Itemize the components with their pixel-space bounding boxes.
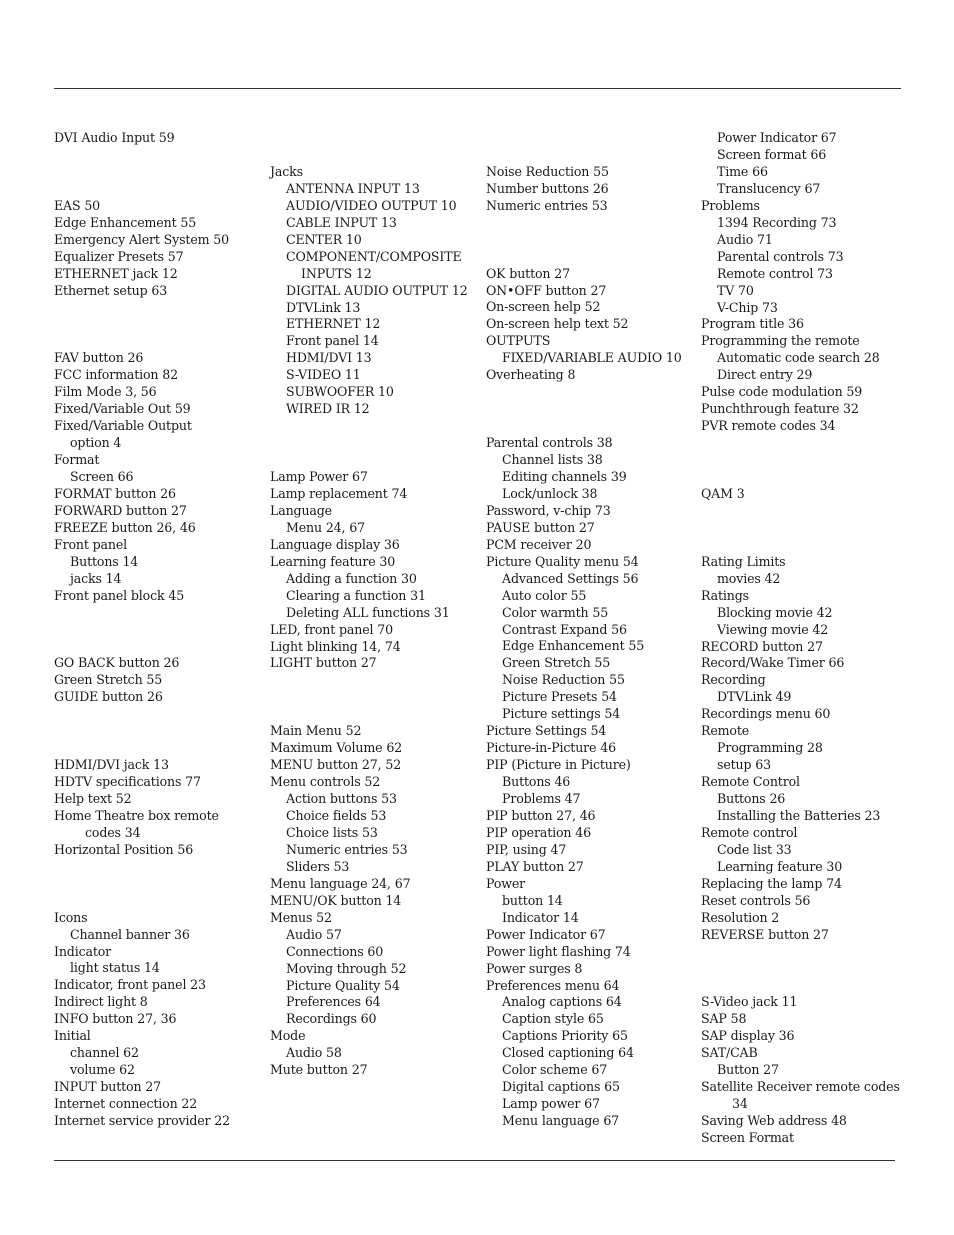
index-entry: Menus 52 xyxy=(270,909,332,925)
index-entry: Programming the remote xyxy=(701,333,860,349)
index-entry: Reset controls 56 xyxy=(701,892,811,908)
index-entry: Satellite Receiver remote codes xyxy=(701,1079,900,1095)
index-entry: Power surges 8 xyxy=(486,960,583,976)
spacer xyxy=(486,130,691,147)
spacer xyxy=(270,452,475,469)
index-column-1 xyxy=(54,130,259,1130)
spacer xyxy=(54,147,259,164)
index-subentry: light status 14 xyxy=(70,960,160,976)
index-subentry: channel 62 xyxy=(70,1045,139,1061)
index-subentry: Learning feature 30 xyxy=(717,858,843,874)
index-entry: PCM receiver 20 xyxy=(486,536,592,552)
index-entry: Language xyxy=(270,502,332,518)
index-entry: Remote Control xyxy=(701,774,800,790)
index-subentry: CENTER 10 xyxy=(286,231,362,247)
spacer xyxy=(701,978,901,995)
index-subentry: Caption style 65 xyxy=(502,1011,604,1027)
spacer xyxy=(701,469,901,486)
index-entry: EAS 50 xyxy=(54,197,101,213)
index-entry: Replacing the lamp 74 xyxy=(701,875,842,891)
spacer xyxy=(486,401,691,418)
index-entry: Recordings menu 60 xyxy=(701,706,831,722)
index-column-3 xyxy=(486,130,691,1130)
index-entry: HDTV specifications 77 xyxy=(54,774,201,790)
index-subentry: Clearing a function 31 xyxy=(286,587,426,603)
index-entry: Power xyxy=(486,875,526,891)
index-entry: Picture Settings 54 xyxy=(486,723,607,739)
index-subentry: Translucency 67 xyxy=(717,180,821,196)
index-entry: Film Mode 3, 56 xyxy=(54,384,157,400)
index-entry: Problems xyxy=(701,197,760,213)
index-entry: Power Indicator 67 xyxy=(486,926,606,942)
index-entry: Parental controls 38 xyxy=(486,435,613,451)
index-entry: PIP button 27, 46 xyxy=(486,808,596,823)
index-subentry: Closed captioning 64 xyxy=(502,1045,634,1061)
spacer xyxy=(701,537,901,554)
index-subentry: Parental controls 73 xyxy=(717,248,844,264)
index-subentry: Channel banner 36 xyxy=(70,926,190,942)
index-subentry: Menu 24, 67 xyxy=(286,519,365,535)
index-entry: Number buttons 26 xyxy=(486,180,609,196)
spacer xyxy=(54,723,259,740)
index-subentry: Editing channels 39 xyxy=(502,468,627,484)
index-subentry: volume 62 xyxy=(70,1062,135,1078)
index-subentry: codes 34 xyxy=(85,824,141,840)
spacer xyxy=(54,706,259,723)
header-rule xyxy=(54,88,901,89)
spacer xyxy=(54,859,259,876)
index-entry: Internet service provider 22 xyxy=(54,1113,231,1129)
index-subentry: WIRED IR 12 xyxy=(286,401,370,417)
index-subentry: Channel lists 38 xyxy=(502,451,603,467)
index-entry: Rating Limits xyxy=(701,553,786,569)
index-subentry: SUBWOOFER 10 xyxy=(286,384,394,400)
spacer xyxy=(54,605,259,622)
index-entry: Maximum Volume 62 xyxy=(270,740,403,756)
index-subentry: Green Stretch 55 xyxy=(502,655,611,671)
index-entry: Remote xyxy=(701,723,750,739)
index-subentry: option 4 xyxy=(70,435,122,451)
index-subentry: 34 xyxy=(732,1096,748,1112)
index-entry: INPUT button 27 xyxy=(54,1079,162,1095)
index-subentry: Preferences 64 xyxy=(286,994,381,1010)
index-entry: On-screen help 52 xyxy=(486,299,601,315)
index-subentry: DTVLink 49 xyxy=(717,689,792,705)
index-subentry: Numeric entries 53 xyxy=(286,841,408,857)
index-entry: Indicator xyxy=(54,943,112,959)
index-subentry: S-VIDEO 11 xyxy=(286,367,361,383)
index-subentry: jacks 14 xyxy=(70,570,122,586)
index-entry: Language display 36 xyxy=(270,536,400,552)
index-subentry: Automatic code search 28 xyxy=(717,350,880,366)
index-subentry: AUDIO/VIDEO OUTPUT 10 xyxy=(286,197,457,213)
spacer xyxy=(54,299,259,316)
index-entry: Password, v-chip 73 xyxy=(486,502,611,518)
index-subentry: Sliders 53 xyxy=(286,858,350,874)
index-entry: FREEZE button 26, 46 xyxy=(54,519,196,535)
index-entry: Power light flashing 74 xyxy=(486,943,631,959)
index-subentry: Choice fields 53 xyxy=(286,808,387,823)
spacer xyxy=(270,147,475,164)
index-entry: FORMAT button 26 xyxy=(54,485,176,501)
index-entry: Record/Wake Timer 66 xyxy=(701,655,845,671)
index-subentry: Programming 28 xyxy=(717,740,823,756)
index-entry: ETHERNET jack 12 xyxy=(54,265,178,281)
index-entry: ON•OFF button 27 xyxy=(486,282,607,298)
index-subentry: Moving through 52 xyxy=(286,960,407,976)
index-subentry: Time 66 xyxy=(717,163,768,179)
index-entry: Front panel xyxy=(54,536,128,552)
spacer xyxy=(486,232,691,249)
index-entry: Lamp replacement 74 xyxy=(270,485,408,501)
index-entry: Recording xyxy=(701,672,766,688)
spacer xyxy=(486,215,691,232)
index-subentry: Code list 33 xyxy=(717,841,792,857)
index-entry: SAT/CAB xyxy=(701,1045,758,1061)
index-entry: Learning feature 30 xyxy=(270,553,396,569)
spacer xyxy=(701,961,901,978)
index-subentry: Action buttons 53 xyxy=(286,791,397,807)
spacer xyxy=(701,520,901,537)
spacer xyxy=(54,181,259,198)
index-subentry: Remote control 73 xyxy=(717,265,833,281)
index-entry: Overheating 8 xyxy=(486,367,576,383)
index-subentry: HDMI/DVI 13 xyxy=(286,350,372,366)
spacer xyxy=(701,435,901,452)
index-subentry: Color scheme 67 xyxy=(502,1062,608,1078)
index-entry: REVERSE button 27 xyxy=(701,926,829,942)
index-subentry: Recordings 60 xyxy=(286,1011,377,1027)
index-entry: FAV button 26 xyxy=(54,350,144,366)
index-subentry: Power Indicator 67 xyxy=(717,130,837,145)
index-subentry: Captions Priority 65 xyxy=(502,1028,628,1044)
spacer xyxy=(54,876,259,893)
spacer xyxy=(701,944,901,961)
index-subentry: Lamp power 67 xyxy=(502,1096,600,1112)
spacer xyxy=(701,452,901,469)
index-entry: LED, front panel 70 xyxy=(270,621,393,637)
index-entry: PIP (Picture in Picture) xyxy=(486,757,631,773)
spacer xyxy=(54,740,259,757)
index-entry: LIGHT button 27 xyxy=(270,655,377,671)
index-entry: Equalizer Presets 57 xyxy=(54,248,184,264)
index-entry: Internet connection 22 xyxy=(54,1096,198,1112)
index-entry: PIP operation 46 xyxy=(486,824,591,840)
index-column-4 xyxy=(701,130,901,1147)
index-subentry: Auto color 55 xyxy=(502,587,587,603)
spacer xyxy=(54,333,259,350)
index-subentry: Buttons 46 xyxy=(502,774,571,790)
index-subentry: Connections 60 xyxy=(286,943,384,959)
index-entry: Preferences menu 64 xyxy=(486,977,620,993)
spacer xyxy=(270,672,475,689)
spacer xyxy=(54,622,259,639)
index-subentry: Audio 71 xyxy=(717,231,773,247)
index-subentry: Analog captions 64 xyxy=(502,994,622,1010)
index-subentry: Button 27 xyxy=(717,1062,779,1078)
index-entry: Format xyxy=(54,452,100,468)
index-entry: Front panel block 45 xyxy=(54,587,185,603)
index-entry: Main Menu 52 xyxy=(270,723,362,739)
index-subentry: setup 63 xyxy=(717,757,771,773)
spacer xyxy=(486,418,691,435)
index-subentry: Audio 58 xyxy=(286,1045,342,1061)
spacer xyxy=(701,503,901,520)
index-entry: Saving Web address 48 xyxy=(701,1113,847,1129)
index-entry: SAP display 36 xyxy=(701,1028,795,1044)
index-entry: Mute button 27 xyxy=(270,1062,368,1078)
index-subentry: Advanced Settings 56 xyxy=(502,570,639,586)
index-subentry: Picture settings 54 xyxy=(502,706,621,722)
index-entry: Light blinking 14, 74 xyxy=(270,638,401,654)
index-entry: Noise Reduction 55 xyxy=(486,163,609,179)
index-subentry: Digital captions 65 xyxy=(502,1079,620,1095)
index-subentry: ETHERNET 12 xyxy=(286,316,381,332)
index-subentry: Front panel 14 xyxy=(286,333,379,349)
index-subentry: movies 42 xyxy=(717,570,781,586)
index-subentry: INPUTS 12 xyxy=(301,265,372,281)
index-subentry: Edge Enhancement 55 xyxy=(502,638,645,654)
index-entry: MENU/OK button 14 xyxy=(270,892,402,908)
index-subentry: Viewing movie 42 xyxy=(717,621,829,637)
index-subentry: 1394 Recording 73 xyxy=(717,214,837,230)
index-entry: SAP 58 xyxy=(701,1011,747,1027)
footer-rule xyxy=(54,1160,895,1161)
index-subentry: Noise Reduction 55 xyxy=(502,672,625,688)
index-subentry: Direct entry 29 xyxy=(717,367,813,383)
index-entry: Horizontal Position 56 xyxy=(54,841,194,857)
spacer xyxy=(486,249,691,266)
index-subentry: Screen format 66 xyxy=(717,146,827,162)
index-entry: Edge Enhancement 55 xyxy=(54,214,197,230)
index-entry: Fixed/Variable Out 59 xyxy=(54,401,191,417)
spacer xyxy=(270,435,475,452)
index-entry: Ratings xyxy=(701,587,749,603)
index-entry: Green Stretch 55 xyxy=(54,672,163,688)
index-subentry: button 14 xyxy=(502,892,563,908)
index-subentry: Contrast Expand 56 xyxy=(502,621,627,637)
index-entry: Pulse code modulation 59 xyxy=(701,384,863,400)
index-subentry: DIGITAL AUDIO OUTPUT 12 xyxy=(286,282,468,298)
index-entry: MENU button 27, 52 xyxy=(270,757,402,773)
index-entry: PVR remote codes 34 xyxy=(701,418,836,434)
index-subentry: ANTENNA INPUT 13 xyxy=(286,180,420,196)
index-entry: Fixed/Variable Output xyxy=(54,418,192,434)
index-subentry: Choice lists 53 xyxy=(286,824,378,840)
index-entry: RECORD button 27 xyxy=(701,638,823,654)
index-entry: Indicator, front panel 23 xyxy=(54,977,206,993)
index-entry: Program title 36 xyxy=(701,316,804,332)
index-entry: Picture-in-Picture 46 xyxy=(486,740,616,756)
spacer xyxy=(486,147,691,164)
index-entry: Help text 52 xyxy=(54,790,132,806)
index-entry: Mode xyxy=(270,1028,306,1044)
index-entry: DVI Audio Input 59 xyxy=(54,130,175,145)
index-subentry: Color warmth 55 xyxy=(502,604,609,620)
index-subentry: COMPONENT/COMPOSITE xyxy=(286,248,462,264)
index-entry: Icons xyxy=(54,909,88,925)
index-subentry: Picture Presets 54 xyxy=(502,689,617,705)
spacer xyxy=(270,130,475,147)
index-subentry: Installing the Batteries 23 xyxy=(717,808,881,824)
index-subentry: Buttons 26 xyxy=(717,791,786,807)
index-entry: PIP, using 47 xyxy=(486,841,567,857)
index-subentry: CABLE INPUT 13 xyxy=(286,214,397,230)
index-entry: Numeric entries 53 xyxy=(486,197,608,213)
spacer xyxy=(54,638,259,655)
index-entry: OUTPUTS xyxy=(486,333,551,349)
index-entry: PLAY button 27 xyxy=(486,858,584,874)
index-entry: Resolution 2 xyxy=(701,909,780,925)
index-entry: Picture Quality menu 54 xyxy=(486,553,639,569)
index-subentry: Audio 57 xyxy=(286,926,342,942)
index-subentry: Adding a function 30 xyxy=(286,570,417,586)
index-subentry: FIXED/VARIABLE AUDIO 10 xyxy=(502,350,682,366)
index-entry: Menu language 24, 67 xyxy=(270,875,411,891)
spacer xyxy=(270,689,475,706)
index-entry: PAUSE button 27 xyxy=(486,519,595,535)
index-entry: Remote control xyxy=(701,824,798,840)
index-entry: Screen Format xyxy=(701,1130,794,1146)
index-subentry: Deleting ALL functions 31 xyxy=(286,604,450,620)
index-entry: Indirect light 8 xyxy=(54,994,148,1010)
index-entry: Home Theatre box remote xyxy=(54,807,219,823)
index-subentry: Lock/unlock 38 xyxy=(502,485,598,501)
index-entry: FORWARD button 27 xyxy=(54,502,187,518)
index-entry: Emergency Alert System 50 xyxy=(54,231,230,247)
index-entry: Initial xyxy=(54,1028,91,1044)
spacer xyxy=(486,384,691,401)
index-subentry: Blocking movie 42 xyxy=(717,604,833,620)
index-subentry: TV 70 xyxy=(717,282,754,298)
index-entry: Menu controls 52 xyxy=(270,774,381,790)
index-subentry: Problems 47 xyxy=(502,791,581,807)
index-subentry: V-Chip 73 xyxy=(717,299,778,315)
spacer xyxy=(54,893,259,910)
index-subentry: Buttons 14 xyxy=(70,553,139,569)
index-entry: INFO button 27, 36 xyxy=(54,1011,177,1027)
index-entry: S-Video jack 11 xyxy=(701,994,798,1010)
index-entry: HDMI/DVI jack 13 xyxy=(54,757,169,773)
spacer xyxy=(270,418,475,435)
index-entry: Punchthrough feature 32 xyxy=(701,401,859,417)
index-entry: On-screen help text 52 xyxy=(486,316,629,332)
spacer xyxy=(54,316,259,333)
index-entry: Ethernet setup 63 xyxy=(54,282,168,298)
index-subentry: DTVLink 13 xyxy=(286,299,361,315)
index-subentry: Screen 66 xyxy=(70,468,134,484)
spacer xyxy=(54,164,259,181)
index-subentry: Indicator 14 xyxy=(502,909,579,925)
index-column-2 xyxy=(270,130,475,1079)
index-entry: Jacks xyxy=(270,163,303,179)
index-subentry: Picture Quality 54 xyxy=(286,977,400,993)
index-entry: GUIDE button 26 xyxy=(54,689,163,705)
index-entry: GO BACK button 26 xyxy=(54,655,180,671)
index-entry: FCC information 82 xyxy=(54,367,178,383)
index-entry: OK button 27 xyxy=(486,265,570,281)
spacer xyxy=(270,706,475,723)
index-entry: QAM 3 xyxy=(701,485,745,501)
index-entry: Lamp Power 67 xyxy=(270,468,368,484)
index-subentry: Menu language 67 xyxy=(502,1113,620,1129)
